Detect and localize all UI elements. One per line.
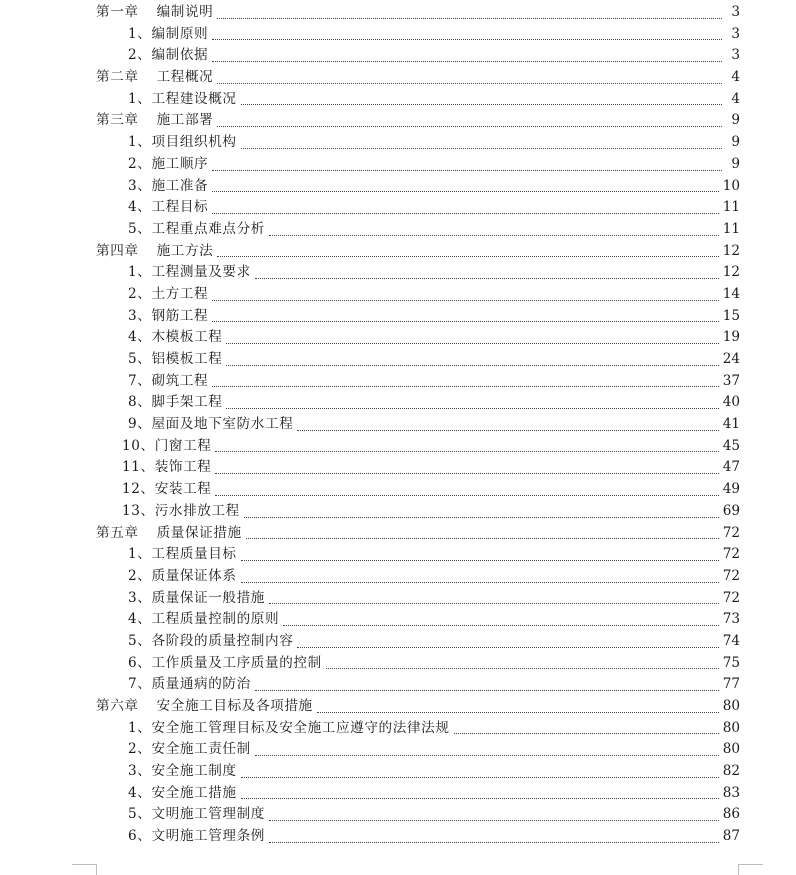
toc-page-number: 9 [731, 134, 740, 151]
toc-entry-title: 铝模板工程 [151, 351, 223, 367]
toc-section-entry[interactable] [96, 457, 740, 479]
toc-entry-title: 安全施工责任制 [151, 741, 251, 758]
toc-page-number: 72 [722, 524, 740, 541]
toc-dot-leader [226, 364, 718, 366]
toc-entry-title: 工程测量及要求 [151, 264, 251, 281]
toc-entry-title: 安全施工措施 [151, 784, 237, 801]
toc-dot-leader [217, 125, 722, 127]
toc-entry-number: 4、 [128, 611, 152, 628]
toc-page-number: 24 [722, 351, 740, 367]
toc-entry-number: 9、 [128, 416, 152, 433]
toc-dot-leader [244, 516, 719, 518]
toc-entry-title: 木模板工程 [151, 329, 223, 346]
toc-entry-title: 安全施工制度 [151, 763, 237, 780]
toc-dot-leader [215, 472, 718, 474]
toc-section-entry[interactable] [96, 197, 740, 219]
toc-page-number: 80 [722, 719, 740, 736]
toc-entry-title: 装饰工程 [154, 459, 212, 476]
toc-entry-number: 2、 [128, 741, 152, 758]
toc-section-entry[interactable] [96, 761, 740, 783]
toc-dot-leader [255, 689, 719, 691]
toc-dot-leader [226, 407, 718, 409]
toc-section-entry[interactable] [96, 479, 740, 501]
toc-dot-leader [269, 602, 719, 604]
toc-entry-number: 1、 [128, 719, 152, 736]
toc-dot-leader [255, 754, 719, 756]
toc-entry-number: 2、 [128, 567, 152, 584]
toc-page-number: 77 [722, 676, 740, 693]
toc-section-entry[interactable] [96, 219, 740, 241]
toc-page-number: 4 [731, 69, 740, 86]
toc-page-number: 3 [731, 47, 740, 64]
toc-page-number: 83 [722, 784, 740, 801]
toc-page-number: 49 [722, 481, 740, 498]
toc-dot-leader [212, 60, 722, 62]
toc-entry-number: 5、 [128, 632, 152, 649]
toc-section-entry[interactable] [96, 414, 740, 436]
toc-chapter-entry[interactable] [96, 523, 740, 545]
toc-entry-title: 文明施工管理制度 [151, 806, 266, 823]
toc-entry-number: 1、 [128, 264, 152, 281]
toc-section-entry[interactable] [96, 674, 740, 696]
toc-section-entry[interactable] [96, 371, 740, 393]
toc-chapter-entry[interactable] [96, 2, 740, 24]
toc-entry-title: 土方工程 [151, 285, 209, 302]
toc-dot-leader [297, 429, 718, 431]
toc-entry-title: 脚手架工程 [151, 394, 223, 411]
toc-entry-title: 质量保证措施 [156, 524, 242, 541]
toc-page-number: 87 [722, 828, 740, 845]
toc-section-entry[interactable] [96, 718, 740, 740]
toc-section-entry[interactable] [96, 804, 740, 826]
toc-entry-number: 1、 [128, 90, 152, 107]
toc-dot-leader [454, 732, 719, 734]
toc-section-entry[interactable] [96, 154, 740, 176]
toc-entry-title: 砌筑工程 [151, 372, 209, 389]
toc-dot-leader [212, 169, 722, 171]
toc-entry-number: 4、 [128, 784, 152, 801]
toc-entry-title: 施工部署 [156, 112, 214, 129]
toc-page-number: 3 [731, 4, 740, 20]
toc-entry-title: 施工方法 [156, 242, 214, 259]
toc-section-entry[interactable] [96, 783, 740, 805]
toc-dot-leader [269, 234, 719, 236]
toc-page-number: 80 [722, 741, 740, 758]
toc-page-number: 4 [731, 90, 740, 107]
toc-entry-title: 文明施工管理条例 [151, 828, 266, 845]
toc-entry-title: 工程质量目标 [151, 546, 237, 563]
toc-entry-number: 8、 [128, 394, 152, 411]
toc-page-number: 72 [722, 589, 740, 606]
toc-section-entry[interactable] [96, 436, 740, 458]
toc-dot-leader [212, 212, 718, 214]
toc-entry-title: 门窗工程 [154, 437, 212, 454]
toc-dot-leader [241, 559, 719, 561]
toc-section-entry[interactable] [96, 45, 740, 67]
toc-entry-number: 3、 [128, 177, 152, 194]
toc-entry-number: 1、 [128, 134, 152, 151]
toc-entry-title: 施工准备 [151, 177, 209, 194]
toc-dot-leader [217, 17, 722, 19]
toc-entry-title: 编制依据 [151, 47, 209, 64]
toc-section-entry[interactable] [96, 566, 740, 588]
toc-section-entry[interactable] [96, 327, 740, 349]
page-corner-mark-left [72, 864, 97, 875]
toc-section-entry[interactable] [96, 739, 740, 761]
toc-section-entry[interactable] [96, 284, 740, 306]
toc-entry-number: 6、 [128, 654, 152, 671]
toc-entry-number: 2、 [128, 285, 152, 302]
toc-dot-leader [246, 537, 719, 539]
toc-page-number: 12 [722, 242, 740, 259]
toc-page-number: 10 [722, 177, 740, 194]
toc-entry-number: 5、 [128, 806, 152, 823]
toc-dot-leader [212, 320, 718, 322]
toc-section-entry[interactable] [96, 392, 740, 414]
toc-page-number: 19 [722, 329, 740, 346]
toc-entry-number: 3、 [128, 589, 152, 606]
toc-dot-leader [297, 646, 718, 648]
toc-dot-leader [241, 103, 722, 105]
toc-page-number: 82 [722, 763, 740, 780]
toc-page-number: 11 [722, 199, 740, 216]
toc-dot-leader [317, 711, 719, 713]
toc-entry-title: 安全施工目标及各项措施 [156, 698, 313, 714]
toc-entry-number: 2、 [128, 47, 152, 64]
toc-section-entry[interactable] [96, 501, 740, 523]
toc-section-entry[interactable] [96, 609, 740, 631]
table-of-contents [96, 2, 740, 848]
toc-page-number: 9 [731, 112, 740, 129]
toc-entry-number: 2、 [128, 155, 152, 172]
toc-page-number: 14 [722, 285, 740, 302]
toc-section-entry[interactable] [96, 588, 740, 610]
toc-dot-leader [212, 385, 718, 387]
toc-entry-title: 工程目标 [151, 199, 209, 216]
toc-dot-leader [241, 797, 719, 799]
toc-entry-title: 钢筋工程 [151, 307, 209, 324]
toc-dot-leader [255, 277, 719, 279]
toc-entry-number: 11、 [122, 459, 155, 476]
toc-dot-leader [326, 667, 719, 669]
toc-entry-number: 12、 [122, 481, 155, 498]
toc-dot-leader [217, 82, 722, 84]
toc-entry-title: 工程概况 [156, 69, 214, 86]
toc-entry-number: 6、 [128, 828, 152, 845]
toc-section-entry[interactable] [96, 826, 740, 848]
toc-dot-leader [241, 147, 722, 149]
toc-dot-leader [226, 342, 718, 344]
toc-section-entry[interactable] [96, 132, 740, 154]
toc-page-number: 80 [722, 698, 740, 714]
toc-dot-leader [215, 450, 718, 452]
toc-entry-title: 工作质量及工序质量的控制 [151, 654, 322, 671]
toc-chapter-entry[interactable] [96, 241, 740, 263]
toc-section-entry[interactable] [96, 24, 740, 46]
page-corner-mark-right [738, 864, 763, 875]
toc-entry-number: 5、 [128, 220, 152, 237]
toc-section-entry[interactable] [96, 89, 740, 111]
toc-chapter-entry[interactable] [96, 110, 740, 132]
toc-entry-title: 工程建设概况 [151, 90, 237, 107]
toc-entry-title: 项目组织机构 [151, 134, 237, 151]
toc-page-number: 12 [722, 264, 740, 281]
toc-entry-title: 屋面及地下室防水工程 [151, 416, 294, 433]
toc-entry-number: 第五章 [96, 524, 139, 541]
toc-entry-title: 安装工程 [154, 481, 212, 498]
toc-entry-number: 13、 [122, 502, 155, 519]
toc-section-entry[interactable] [96, 653, 740, 675]
toc-page-number: 72 [722, 546, 740, 563]
toc-section-entry[interactable] [96, 306, 740, 328]
toc-entry-number: 4、 [128, 199, 152, 216]
toc-section-entry[interactable] [96, 544, 740, 566]
toc-entry-title: 质量通病的防治 [151, 676, 251, 693]
toc-entry-number: 第二章 [96, 69, 139, 86]
toc-entry-number: 5、 [128, 351, 152, 367]
toc-page-number: 72 [722, 567, 740, 584]
toc-entry-title: 施工顺序 [151, 155, 209, 172]
toc-dot-leader [241, 581, 719, 583]
toc-entry-title: 质量保证一般措施 [151, 589, 266, 606]
toc-dot-leader [217, 255, 718, 257]
toc-entry-title: 工程质量控制的原则 [151, 611, 280, 628]
toc-page-number: 3 [731, 25, 740, 42]
toc-chapter-entry[interactable] [96, 696, 740, 718]
toc-entry-number: 第四章 [96, 242, 139, 259]
toc-page-number: 9 [731, 155, 740, 172]
toc-dot-leader [212, 299, 718, 301]
toc-entry-number: 第六章 [96, 698, 139, 714]
toc-page-number: 74 [722, 632, 740, 649]
toc-entry-number: 1、 [128, 25, 152, 42]
toc-section-entry[interactable] [96, 349, 740, 371]
toc-entry-number: 第三章 [96, 112, 139, 129]
toc-page-number: 75 [722, 654, 740, 671]
toc-entry-title: 编制说明 [156, 4, 214, 20]
toc-entry-title: 工程重点难点分析 [151, 220, 266, 237]
toc-entry-title: 质量保证体系 [151, 567, 237, 584]
toc-entry-number: 3、 [128, 307, 152, 324]
toc-entry-number: 4、 [128, 329, 152, 346]
toc-dot-leader [212, 38, 722, 40]
toc-dot-leader [215, 494, 718, 496]
toc-entry-number: 7、 [128, 676, 152, 693]
toc-entry-title: 污水排放工程 [154, 502, 240, 519]
toc-dot-leader [212, 190, 718, 192]
toc-entry-title: 各阶段的质量控制内容 [151, 632, 294, 649]
toc-entry-number: 3、 [128, 763, 152, 780]
toc-page-number: 69 [722, 502, 740, 519]
toc-section-entry[interactable] [96, 631, 740, 653]
toc-page-number: 11 [722, 220, 740, 237]
toc-page-number: 40 [722, 394, 740, 411]
toc-chapter-entry[interactable] [96, 67, 740, 89]
toc-page-number: 47 [722, 459, 740, 476]
toc-dot-leader [241, 776, 719, 778]
toc-entry-number: 7、 [128, 372, 152, 389]
toc-entry-number: 1、 [128, 546, 152, 563]
toc-dot-leader [283, 624, 718, 626]
toc-section-entry[interactable] [96, 176, 740, 198]
toc-entry-title: 编制原则 [151, 25, 209, 42]
toc-entry-number: 第一章 [96, 4, 139, 20]
toc-entry-number: 10、 [122, 437, 155, 454]
toc-entry-title: 安全施工管理目标及安全施工应遵守的法律法规 [151, 719, 450, 736]
toc-page-number: 15 [722, 307, 740, 324]
toc-page-number: 73 [722, 611, 740, 628]
toc-page-number: 37 [722, 372, 740, 389]
toc-section-entry[interactable] [96, 262, 740, 284]
toc-page-number: 41 [722, 416, 740, 433]
toc-dot-leader [269, 819, 719, 821]
toc-dot-leader [269, 841, 719, 843]
toc-page-number: 45 [722, 437, 740, 454]
toc-page-number: 86 [722, 806, 740, 823]
